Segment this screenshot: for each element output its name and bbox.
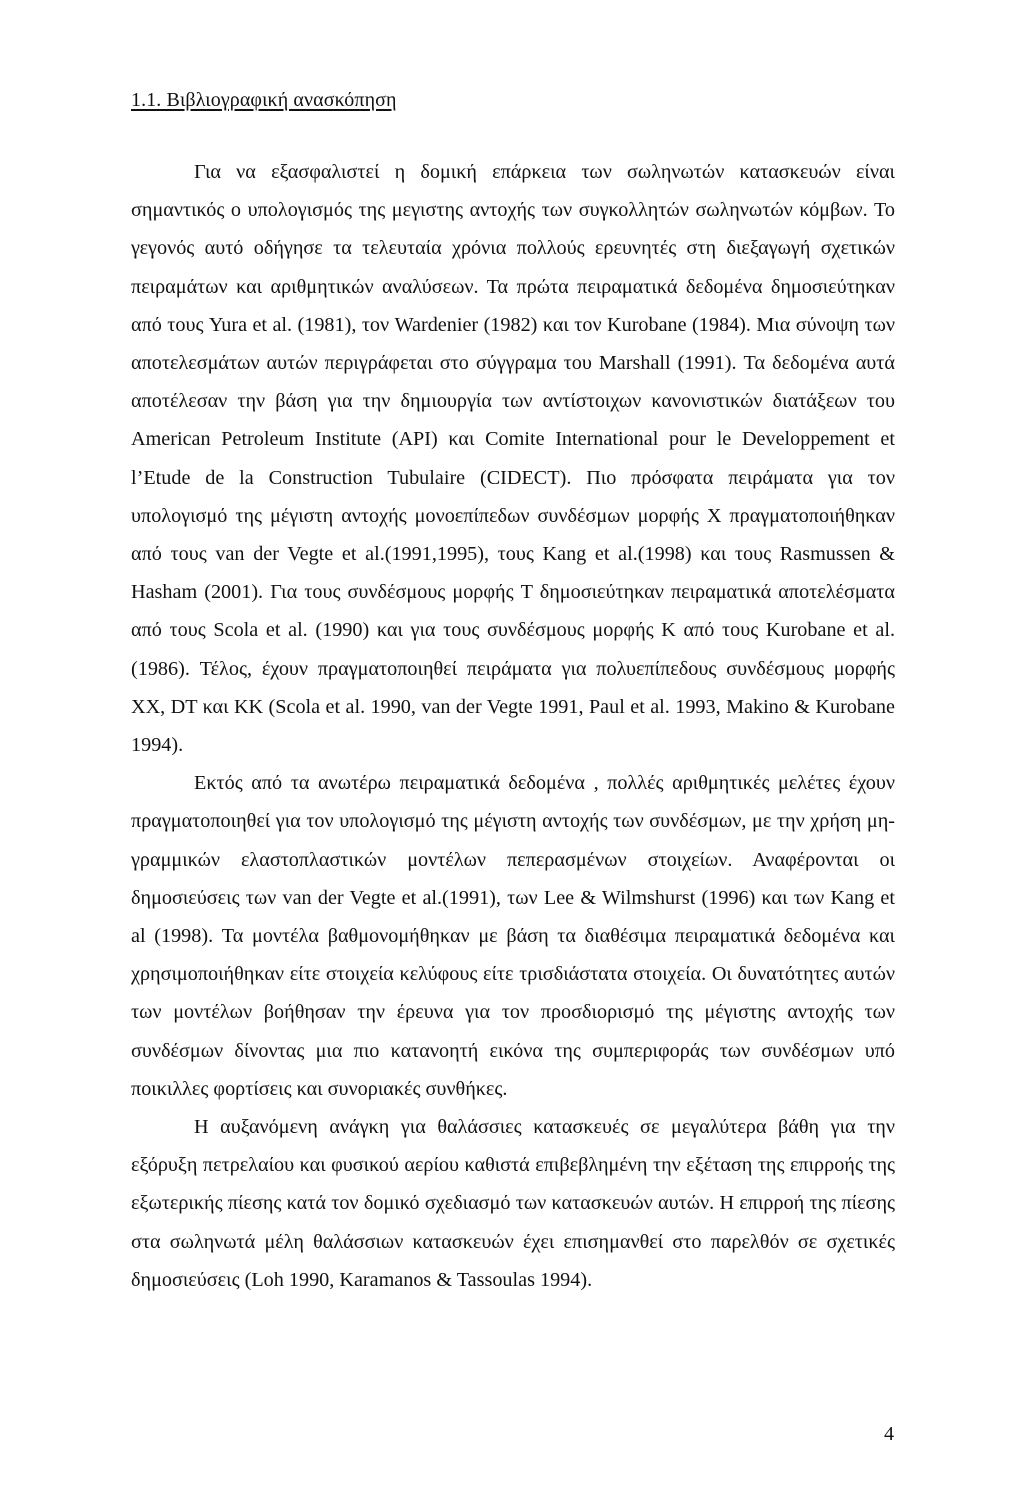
- page-number: 4: [884, 1423, 894, 1445]
- paragraph: Εκτός από τα ανωτέρω πειραματικά δεδομένα , πολλές αριθμητικές μελέτες έχουν πραγματοποιηθεί για τον υπολογισμό της μέγιστη αντοχής των συνδέσμων, με την χρήση μη-γραμμικών ελαστοπλαστικών μοντέλων πεπερασμένων στοιχείων. Αναφέρονται οι δημοσιεύσεις των van der Vegte et al.(1991), των Lee & Wilmshurst (1996) και των Kang et al (1998). Τα μοντέλα βαθμονομήθηκαν με βάση τα διαθέσιμα πειραματικά δεδομένα και χρησιμοποιήθηκαν είτε στοιχεία κελύφους είτε τρισδιάστατα στοιχεία. Οι δυνατότητες αυτών των μοντέλων βοήθησαν την έρευνα για τον προσδιορισμό της μέγιστης αντοχής των συνδέσμων δίνοντας μια πιο κατανοητή εικόνα της συμπεριφοράς των συνδέσμων υπό ποικιλλες φορτίσεις και συνοριακές συνθήκες.: [131, 772, 895, 1100]
- section-heading: 1.1. Βιβλιογραφική ανασκόπηση: [131, 89, 397, 111]
- paragraph: Η αυξανόμενη ανάγκη για θαλάσσιες κατασκευές σε μεγαλύτερα βάθη για την εξόρυξη πετρελαίου και φυσικού αερίου καθιστά επιβεβλημένη την εξέταση της επιρροής της εξωτερικής πίεσης κατά τον δομικό σχεδιασμό των κατασκευών αυτών. Η επιρροή της πίεσης στα σωληνωτά μέλη θαλάσσιων κατασκευών έχει επισημανθεί στο παρελθόν σε σχετικές δημοσιεύσεις (Loh 1990, Karamanos & Tassoulas 1994).: [131, 1116, 895, 1291]
- body-text: [131, 153, 895, 1299]
- paragraph: Για να εξασφαλιστεί η δομική επάρκεια των σωληνωτών κατασκευών είναι σημαντικός ο υπολογισμός της μεγιστης αντοχής των συγκολλητών σωληνωτών κόμβων. Το γεγονός αυτό οδήγησε τα τελευταία χρόνια πολλούς ερευνητές στη διεξαγωγή σχετικών πειραμάτων και αριθμητικών αναλύσεων. Τα πρώτα πειραματικά δεδομένα δημοσιεύτηκαν από τους Yura et al. (1981), τον Wardenier (1982) και τον Kurobane (1984). Μια σύνοψη των αποτελεσμάτων αυτών περιγράφεται στο σύγγραμα του Marshall (1991). Τα δεδομένα αυτά αποτέλεσαν την βάση για την δημιουργία των αντίστοιχων κανονιστικών διατάξεων του American Petroleum Institute (API) και Comite International pour le Developpement et l’Etude de la Construction Tubulaire (CIDECT). Πιο πρόσφατα πειράματα για τον υπολογισμό της μέγιστη αντοχής μονοεπίπεδων συνδέσμων μορφής X πραγματοποιήθηκαν από τους van der Vegte et al.(1991,1995), τους Kang et al.(1998) και τους Rasmussen & Hasham (2001). Για τους συνδέσμους μορφής T δημοσιεύτηκαν πειραματικά αποτελέσματα από τους Scola et al. (1990) και για τους συνδέσμους μορφής K από τους Kurobane et al. (1986). Τέλος, έχουν πραγματοποιηθεί πειράματα για πολυεπίπεδους συνδέσμους μορφής XX, DT και KK (Scola et al. 1990, van der Vegte 1991, Paul et al. 1993, Makino & Kurobane 1994).: [131, 161, 895, 757]
